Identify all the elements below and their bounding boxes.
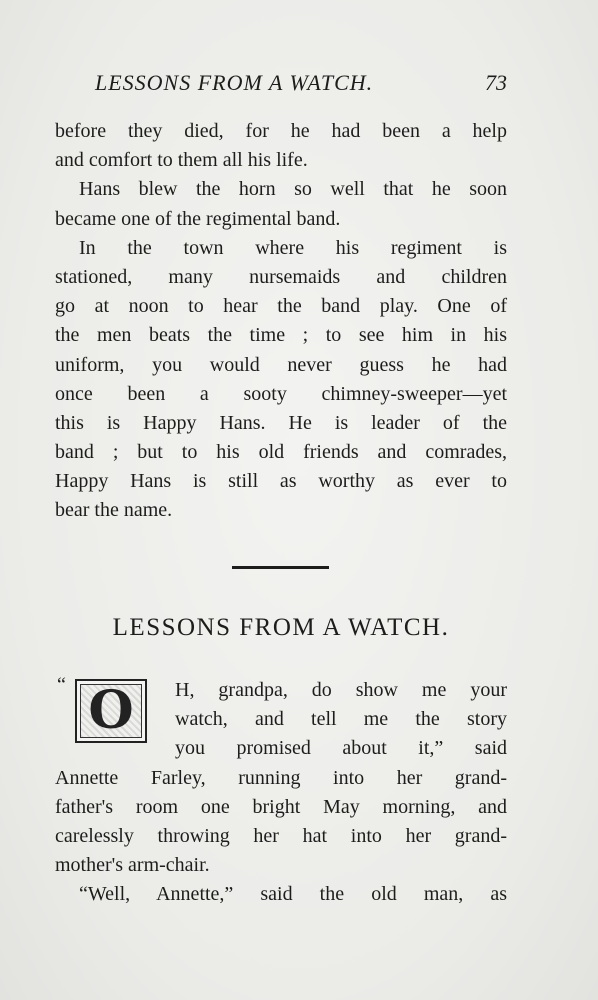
page-number: 73	[485, 70, 507, 95]
text-line: and comfort to them all his life.	[55, 149, 308, 172]
text-line: uniform, you would never guess he had	[55, 353, 507, 376]
text-line: you promised about it,” said	[175, 737, 507, 760]
text-line: this is Happy Hans. He is leader of the	[55, 411, 507, 434]
text-line: became one of the regimental band.	[55, 207, 341, 230]
ornamental-drop-cap	[75, 679, 147, 743]
story-ending-text	[55, 117, 507, 526]
text-line: bear the name.	[55, 499, 173, 522]
text-line: “Well, Annette,” said the old man, as	[79, 883, 507, 906]
text-line: mother's arm-chair.	[55, 854, 210, 877]
text-line: Annette Farley, running into her grand-	[55, 766, 507, 789]
text-line: carelessly throwing her hat into her grand-	[55, 824, 507, 847]
text-line: H, grandpa, do show me your	[175, 679, 507, 701]
text-line: before they died, for he had been a help	[55, 120, 507, 142]
text-line: band ; but to his old friends and comrades,	[55, 441, 507, 464]
text-line: Happy Hans is still as worthy as ever to	[55, 470, 507, 493]
text-line: father's room one bright May morning, and	[55, 795, 507, 818]
text-line: stationed, many nursemaids and children	[55, 265, 507, 288]
running-head	[55, 70, 507, 100]
text-line: watch, and tell me the story	[175, 708, 507, 731]
text-line: once been a sooty chimney-sweeper—yet	[55, 382, 507, 405]
section-divider-rule	[232, 566, 329, 569]
opening-quote-mark: “	[57, 674, 66, 696]
drop-cap-letter: O	[88, 680, 134, 741]
running-head-title: LESSONS FROM A WATCH.	[95, 70, 374, 95]
text-line: Hans blew the horn so well that he soon	[79, 178, 507, 201]
chapter-body-lines	[55, 764, 507, 910]
text-line: In the town where his regiment is	[79, 236, 507, 259]
chapter-title: LESSONS FROM A WATCH.	[112, 614, 450, 641]
text-line: the men beats the time ; to see him in his	[55, 324, 507, 347]
text-line: go at noon to hear the band play. One of	[55, 295, 507, 318]
drop-cap-adjacent-lines	[175, 676, 507, 764]
